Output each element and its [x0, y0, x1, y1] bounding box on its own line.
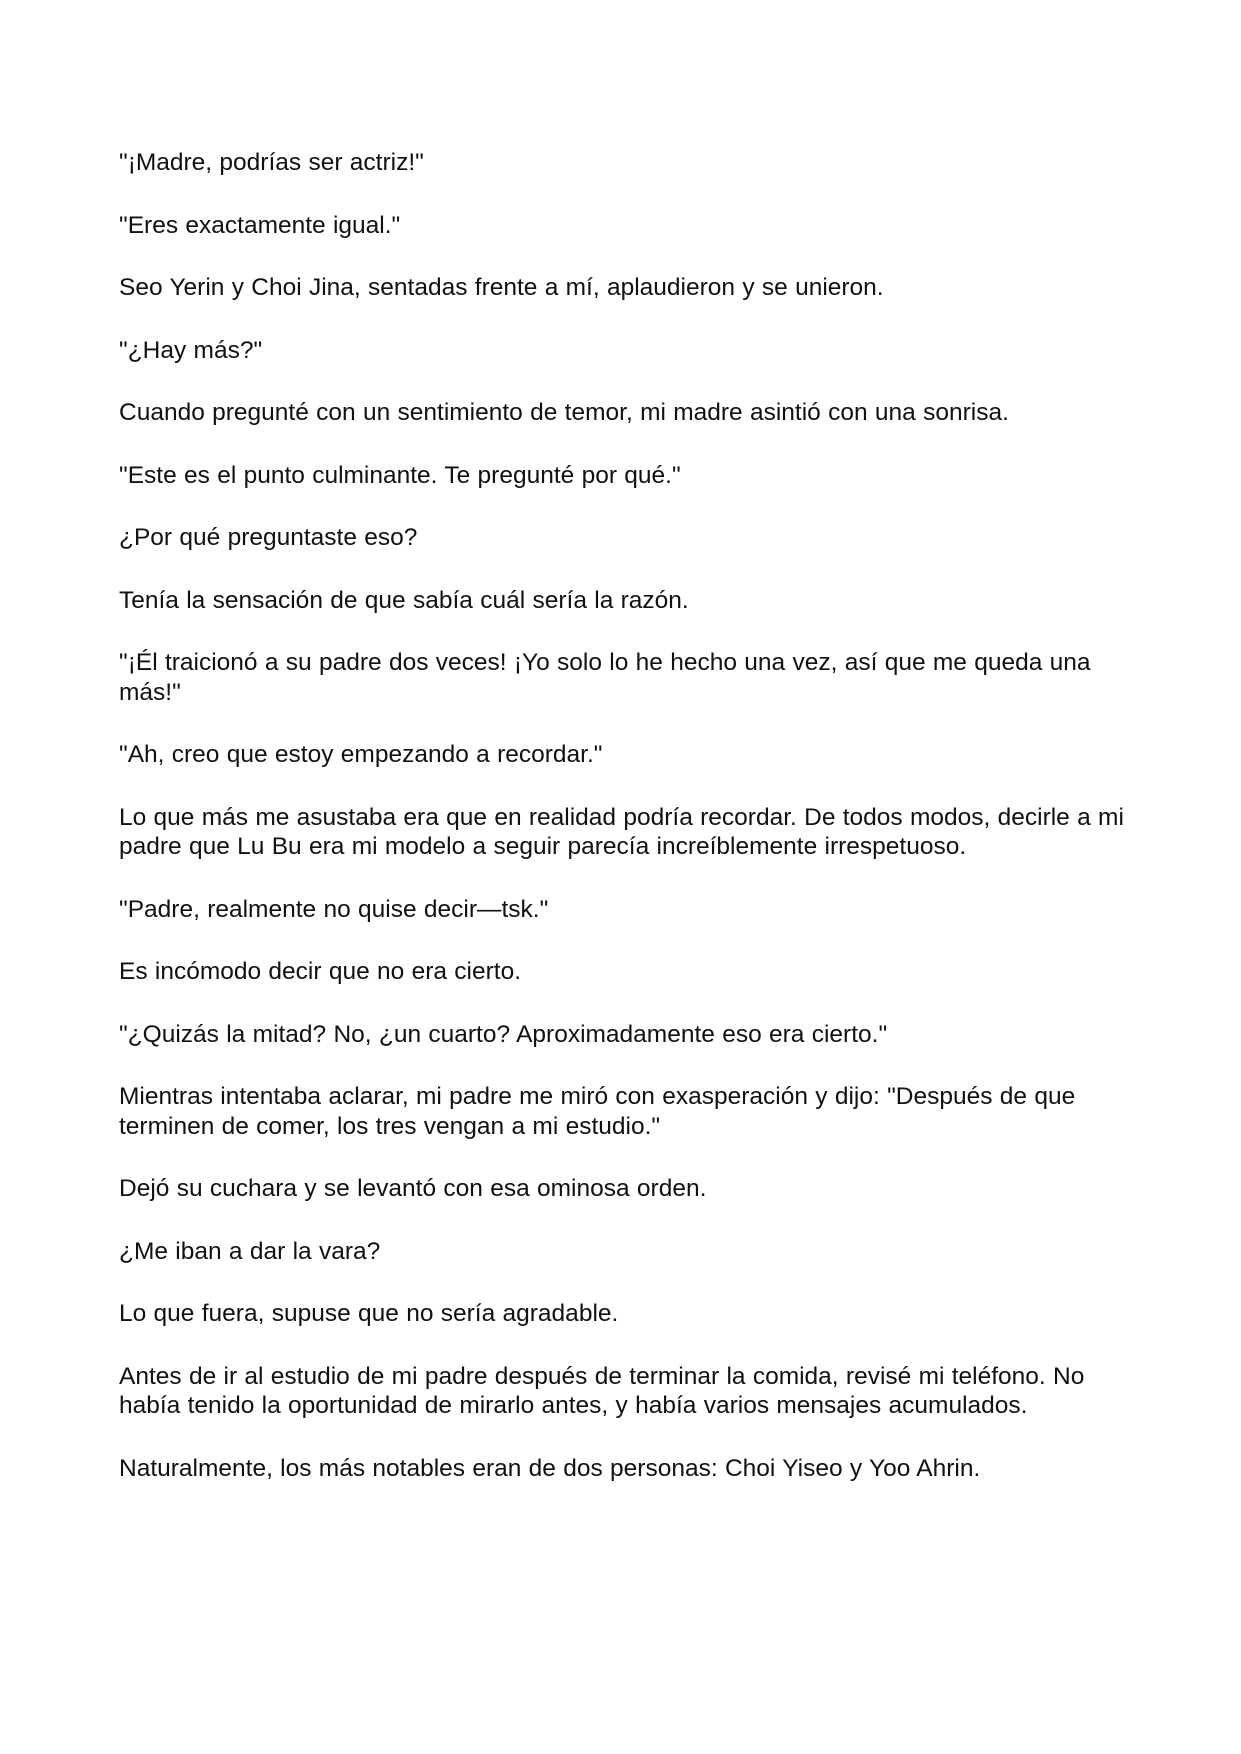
paragraph-11: Lo que más me asustaba era que en realidad podría recordar. De todos modos, decirle a mi padre que Lu Bu era mi modelo a seguir parecía increíblemente irrespetuoso. — [119, 803, 1124, 860]
paragraph-14: "¿Quizás la mitad? No, ¿un cuarto? Aproximadamente eso era cierto." — [119, 1020, 888, 1048]
paragraph-9: "¡Él traicionó a su padre dos veces! ¡Yo solo lo he hecho una vez, así que me queda una más!" — [119, 649, 1091, 706]
paragraph-15: Mientras intentaba aclarar, mi padre me miró con exasperación y dijo: "Después de que terminen de comer, los tres vengan a mi estudio." — [119, 1083, 1076, 1140]
paragraph-17: ¿Me iban a dar la vara? — [119, 1237, 381, 1265]
paragraph-10: "Ah, creo que estoy empezando a recordar." — [119, 741, 603, 768]
paragraph-20: Naturalmente, los más notables eran de dos personas: Choi Yiseo y Yoo Ahrin. — [119, 1454, 981, 1482]
paragraph-19: Antes de ir al estudio de mi padre después de terminar la comida, revisé mi teléfono. No había tenido la oportunidad de mirarlo antes, y había varios mensajes acumulados. — [119, 1362, 1085, 1419]
document-body — [119, 148, 1129, 1516]
paragraph-1: "¡Madre, podrías ser actriz!" — [119, 149, 424, 176]
paragraph-7: ¿Por qué preguntaste eso? — [119, 524, 418, 551]
paragraph-2: "Eres exactamente igual." — [119, 211, 401, 239]
paragraph-5: Cuando pregunté con un sentimiento de temor, mi madre asintió con una sonrisa. — [119, 399, 1009, 426]
paragraph-3: Seo Yerin y Choi Jina, sentadas frente a mí, aplaudieron y se unieron. — [119, 274, 884, 301]
paragraph-12: "Padre, realmente no quise decir—tsk." — [119, 895, 549, 923]
paragraph-18: Lo que fuera, supuse que no sería agradable. — [119, 1300, 619, 1327]
paragraph-6: "Este es el punto culminante. Te pregunté por qué." — [119, 461, 681, 489]
paragraph-13: Es incómodo decir que no era cierto. — [119, 958, 522, 985]
paragraph-4: "¿Hay más?" — [119, 336, 263, 364]
paragraph-8: Tenía la sensación de que sabía cuál sería la razón. — [119, 586, 689, 614]
paragraph-16: Dejó su cuchara y se levantó con esa ominosa orden. — [119, 1175, 707, 1202]
